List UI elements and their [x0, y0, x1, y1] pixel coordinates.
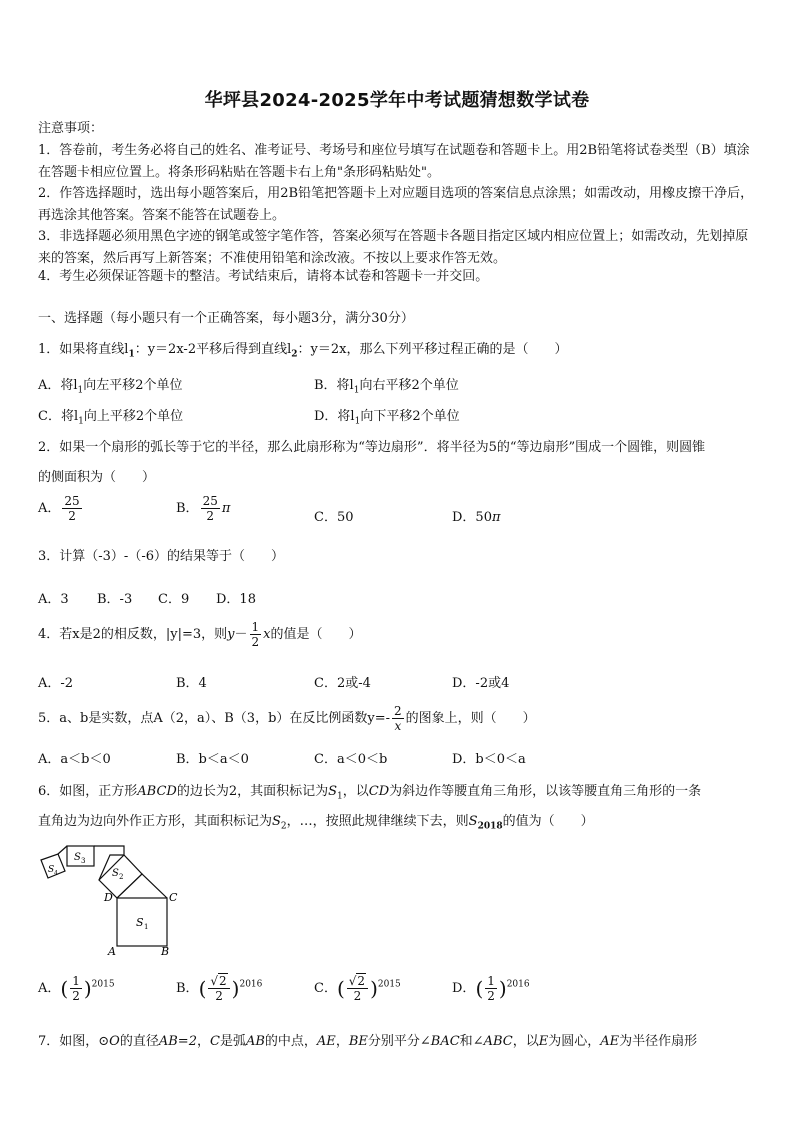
- q3-option-d[interactable]: D．18: [216, 592, 256, 607]
- q3-option-a[interactable]: A．3: [38, 592, 69, 607]
- label-b: B: [161, 945, 170, 958]
- label-s1-sub: 1: [144, 923, 149, 931]
- label-c: C: [169, 891, 178, 904]
- q1-option-a[interactable]: A．将$l_1$向左平移2个单位: [38, 378, 183, 396]
- page-title: 华坪县2024-2025学年中考试题猜想数学试卷: [204, 90, 590, 111]
- section-heading: 一、选择题（每小题只有一个正确答案，每小题3分，满分30分）: [38, 311, 414, 326]
- label-s3-sub: 3: [81, 857, 86, 865]
- q3-option-b[interactable]: B．-3: [97, 592, 133, 607]
- q4-option-a[interactable]: A．-2: [38, 676, 74, 691]
- q5-option-b[interactable]: B．b＜a＜0: [176, 752, 249, 767]
- q1-option-c[interactable]: C．将$l_1$向上平移2个单位: [38, 409, 184, 427]
- q2-stem-line1: 2．如果一个扇形的弧长等于它的半径，那么此扇形称为“等边扇形”．将半径为5的“等边扇形”围成一个圆锥，则圆锥: [38, 440, 706, 455]
- q6-option-d[interactable]: D．( $\frac{1}{2}$ )$^{2016}$: [452, 974, 530, 1003]
- label-s1: S: [136, 916, 144, 929]
- notice-item-2: 2．作答选择题时，选出每小题答案后，用2B铅笔把答题卡上对应题目选项的答案信息点涂黑；如需改动，用橡皮擦干净后，再选涂其他答案。答案不能答在试题卷上。: [38, 186, 754, 223]
- q6-option-c[interactable]: C．( $\frac{√2}{2}$ )$^{2015}$: [314, 974, 401, 1003]
- q1-option-d[interactable]: D．将$l_1$向下平移2个单位: [314, 409, 460, 427]
- q5-stem: 5．a、b是实数，点A（2，a）、B（3，b）在反比例函数y=- $\frac{2}{x}$ 的图象上，则（ ）: [38, 704, 536, 733]
- q4-stem: 4．若x是2的相反数，|y|=3，则y－ $\frac{1}{2}$ x的值是（ ）: [38, 620, 362, 649]
- q6-option-b[interactable]: B．( $\frac{√2}{2}$ )$^{2016}$: [176, 974, 263, 1003]
- q7-stem: 7．如图，⊙O的直径AB=2，C是弧AB的中点，AE，BE分别平分∠BAC和∠ABC，以E为圆心，AE为半径作扇形: [38, 1034, 698, 1049]
- q3-stem: 3．计算（-3）-（-6）的结果等于（ ）: [38, 549, 284, 564]
- q3-option-c[interactable]: C．9: [158, 592, 190, 607]
- q6-stem-line2: 直角边为边向外作正方形，其面积标记为$S_2$，…，按照此规律继续下去，则$S_{2018}$的值为（ ）: [38, 814, 594, 832]
- q2-option-a[interactable]: A． $\frac{25}{2}$: [38, 494, 80, 523]
- label-s4: S: [48, 865, 55, 875]
- q1-option-b[interactable]: B．将$l_1$向右平移2个单位: [314, 378, 459, 396]
- notice-heading: 注意事项：: [38, 121, 104, 136]
- q5-option-a[interactable]: A．a＜b＜0: [38, 752, 111, 767]
- q2-stem-line2: 的侧面积为（ ）: [38, 470, 156, 485]
- label-s2-sub: 2: [119, 873, 124, 881]
- notice-item-1: 1．答卷前，考生务必将自己的姓名、准考证号、考场号和座位号填写在试题卷和答题卡上。用2B铅笔将试卷类型（B）填涂在答题卡相应位置上。将条形码粘贴在答题卡右上角"条形码粘贴处"。: [38, 143, 750, 180]
- label-s3: S: [74, 852, 81, 863]
- notice-item-4: 4．考生必须保证答题卡的整洁。考试结束后，请将本试卷和答题卡一并交回。: [38, 269, 489, 284]
- notice-item-3: 3．非选择题必须用黑色字迹的钢笔或签字笔作答，答案必须写在答题卡各题目指定区域内相应位置上；如需改动，先划掉原来的答案，然后再写上新答案；不准使用铅笔和涂改液。不按以上要求作答无效。: [38, 229, 749, 266]
- label-s2: S: [112, 868, 119, 879]
- q4-option-d[interactable]: D．-2或4: [452, 676, 510, 691]
- q1-stem: 1．如果将直线$l_1$：y＝2x-2平移后得到直线$l_2$：y＝2x，那么下列平移过程正确的是（ ）: [38, 342, 568, 360]
- q6-figure: [38, 838, 183, 958]
- label-a: A: [108, 945, 116, 958]
- q6-option-a[interactable]: A．( $\frac{1}{2}$ )$^{2015}$: [38, 974, 115, 1003]
- q4-option-b[interactable]: B．4: [176, 676, 207, 691]
- q2-option-d[interactable]: D．50π: [452, 510, 501, 525]
- q4-option-c[interactable]: C．2或-4: [314, 676, 371, 691]
- q5-option-d[interactable]: D．b＜0＜a: [452, 752, 526, 767]
- q2-option-c[interactable]: C．50: [314, 510, 354, 525]
- label-d: D: [104, 891, 113, 904]
- label-s4-sub: 4: [54, 870, 58, 877]
- q5-option-c[interactable]: C．a＜0＜b: [314, 752, 388, 767]
- q2-option-b[interactable]: B． $\frac{25}{2}$ π: [176, 494, 231, 523]
- q6-stem-line1: 6．如图，正方形ABCD的边长为2，其面积标记为$S_1$，以CD为斜边作等腰直角三角形，以该等腰直角三角形的一条: [38, 784, 702, 802]
